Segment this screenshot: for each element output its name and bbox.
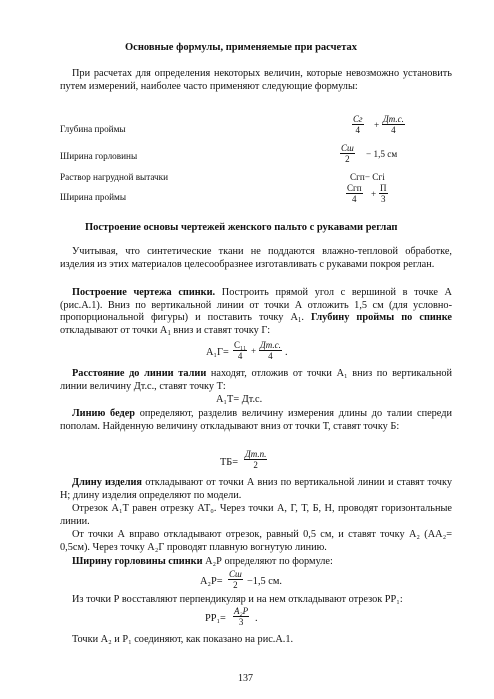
- section-title: Построение основы чертежей женского пальто с рукавами реглап: [85, 222, 398, 233]
- formula-label-armhole-width: Ширина проймы: [60, 192, 126, 202]
- equation-fraction: С₁₁ 4: [234, 340, 247, 361]
- equation-fraction: Дт.с. 4: [260, 340, 281, 361]
- equation-waist: А₁Т= Дт.с.: [216, 394, 263, 405]
- formula-fraction: Сш 2: [341, 143, 354, 164]
- formula-label-armhole-depth: Глубина проймы: [60, 124, 126, 134]
- formula-tail: − 1,5 см: [366, 149, 398, 159]
- equation-tail: −1,5 см.: [247, 576, 282, 587]
- equation-fraction: Дт.п. 2: [245, 449, 267, 470]
- formula-fraction: Сгп 4: [347, 183, 362, 204]
- equation-fraction: А₂Р 3: [234, 606, 249, 627]
- formula-label-neck-width: Ширина горловины: [60, 151, 138, 161]
- paragraph-synthetics: Учитывая, что синтетические ткани не поддаются влажно-тепловой обработке, изделия из этих материалов целесообразнее изготавливать с рукавами покроя реглан.: [60, 246, 452, 270]
- formula-fraction: Дт.с. 4: [383, 114, 404, 135]
- equation-lhs: РР₁=: [205, 613, 226, 624]
- plus-sign: +: [374, 120, 380, 130]
- plus-sign: +: [371, 189, 377, 199]
- paragraph-hips: Линию бедер определяют, разделив величину измерения длины до талии спереди пополам. Найденную величину откладывают вниз от точки Т, ставят точку Б:: [60, 408, 452, 432]
- page-title: Основные формулы, применяемые при расчетах: [125, 42, 357, 53]
- paragraph-waist: Расстояние до линии талии находят, отложив от точки А₁ вниз по вертикальной линии величину Дт.с., ставят точку Т:: [60, 368, 452, 392]
- paragraph-point-a2: От точки А вправо откладывают отрезок, равный 0,5 см, и ставят точку А₂ (АА₂= 0,5см). Через точку А₂Г проводят плавную вогнутую линию.: [60, 529, 452, 553]
- paragraph-back-drawing: Построение чертежа спинки. Построить прямой угол с вершиной в точке А (рис.А.1). Вниз по вертикальной линии от точки А отложить 1,5 см (для условно-пропорциональной фигуры) и поставить точку $А_1$. Глубину проймы по спинке откладывают от точки $А_1$ вниз и ставят точку Г:: [60, 287, 452, 337]
- paragraph-perpendicular: Из точки Р восставляют перпендикуляр и на нем откладывают отрезок РР₁:: [72, 594, 403, 605]
- plus-sign: +: [251, 346, 257, 356]
- period: .: [255, 613, 258, 624]
- equation-lhs: А₂Р=: [200, 576, 223, 587]
- period: .: [285, 347, 288, 358]
- equation-lhs: А₁Г=: [206, 347, 229, 358]
- equation-fraction: Сш 2: [229, 569, 242, 590]
- paragraph-segment: Отрезок А₁Т равен отрезку АТ₀. Через точки А, Г, Т, Б, Н, проводят горизонтальные линии.: [60, 503, 452, 527]
- formula-label-bust-dart: Раствор нагрудной вытачки: [60, 172, 169, 182]
- paragraph-neck-width: Ширину горловины спинки А₂Р определяют по формуле:: [72, 556, 333, 567]
- paragraph-length: Длину изделия откладывают от точки А вниз по вертикальной линии и ставят точку Н; длину изделия определяют по модели.: [60, 477, 452, 501]
- page-number: 137: [238, 673, 253, 684]
- paragraph-connect: Точки А₂ и Р₁ соединяют, как показано на рис.А.1.: [72, 634, 294, 645]
- formula-expression: Сгп− Сгі: [350, 172, 385, 182]
- formula-fraction: Сг 4: [353, 114, 363, 135]
- intro-paragraph: При расчетах для определения некоторых величин, которые невозможно установить путем измерений, наиболее часто применяют следующие формулы:: [60, 68, 452, 92]
- formula-fraction: П 3: [380, 183, 387, 204]
- equation-lhs: ТБ=: [220, 457, 239, 468]
